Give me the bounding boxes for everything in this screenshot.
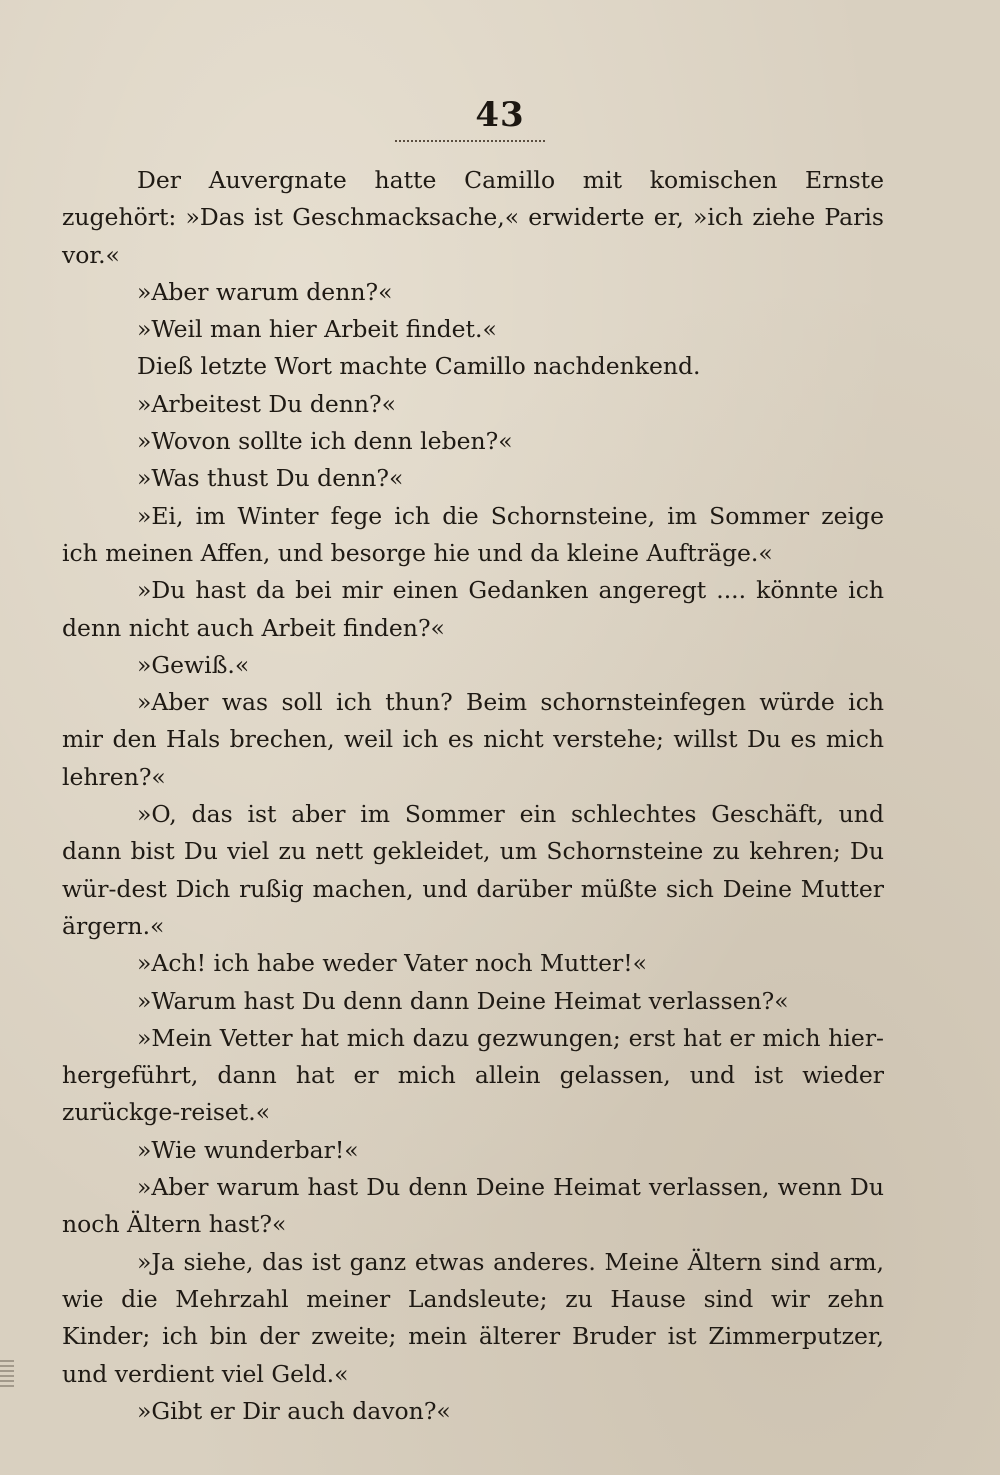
paragraph: »Gibt er Dir auch davon?«: [137, 1396, 451, 1425]
paragraph: »Was thust Du denn?«: [137, 464, 404, 493]
paragraph: »Wovon sollte ich denn leben?«: [137, 427, 513, 456]
body-text: [62, 162, 884, 1430]
paragraph: »Gewiß.«: [137, 650, 250, 679]
page-edge-stain: [0, 1360, 14, 1390]
page-number: 43: [475, 95, 525, 135]
paragraph: »Mein Vetter hat mich dazu gezwungen; erst hat er mich hier-hergeführt, dann hat er mich allein gelassen, und ist wieder zurückge-reiset.«: [62, 1023, 884, 1127]
paragraph: »Warum hast Du denn dann Deine Heimat verlassen?«: [137, 986, 789, 1015]
paragraph: »Ach! ich habe weder Vater noch Mutter!«: [137, 949, 648, 978]
paragraph: »Aber was soll ich thun? Beim schornsteinfegen würde ich mir den Hals brechen, weil ich es nicht verstehe; willst Du es mich lehren?«: [62, 688, 884, 791]
paragraph: »Aber warum denn?«: [137, 277, 393, 306]
paragraph: »Aber warum hast Du denn Deine Heimat verlassen, wenn Du noch Ältern hast?«: [62, 1173, 884, 1239]
paragraph: »O, das ist aber im Sommer ein schlechtes Geschäft, und dann bist Du viel zu nett gekleidet, um Schornsteine zu kehren; Du wür-dest Dich rußig machen, und darüber müßte sich Deine Mutter ärgern.«: [62, 800, 884, 940]
paragraph: »Ei, im Winter fege ich die Schornsteine, im Sommer zeige ich meinen Affen, und besorge hie und da kleine Aufträge.«: [62, 501, 884, 567]
paragraph: Der Auvergnate hatte Camillo mit komischen Ernste zugehört: »Das ist Geschmacksache,« erwiderte er, »ich ziehe Paris vor.«: [62, 166, 884, 269]
paragraph: »Du hast da bei mir einen Gedanken angeregt .... könnte ich denn nicht auch Arbeit finden?«: [62, 576, 884, 642]
header-dotted-rule: [395, 140, 545, 142]
paragraph: »Wie wunderbar!«: [137, 1135, 359, 1164]
paragraph: »Weil man hier Arbeit findet.«: [137, 315, 497, 344]
paragraph: Dieß letzte Wort machte Camillo nachdenkend.: [137, 352, 701, 381]
paragraph: »Arbeitest Du denn?«: [137, 389, 397, 418]
paragraph: »Ja siehe, das ist ganz etwas anderes. Meine Ältern sind arm, wie die Mehrzahl meiner Landsleute; zu Hause sind wir zehn Kinder; ich bin der zweite; mein älterer Bruder ist Zimmerputzer, und verdient viel Geld.«: [62, 1247, 884, 1388]
